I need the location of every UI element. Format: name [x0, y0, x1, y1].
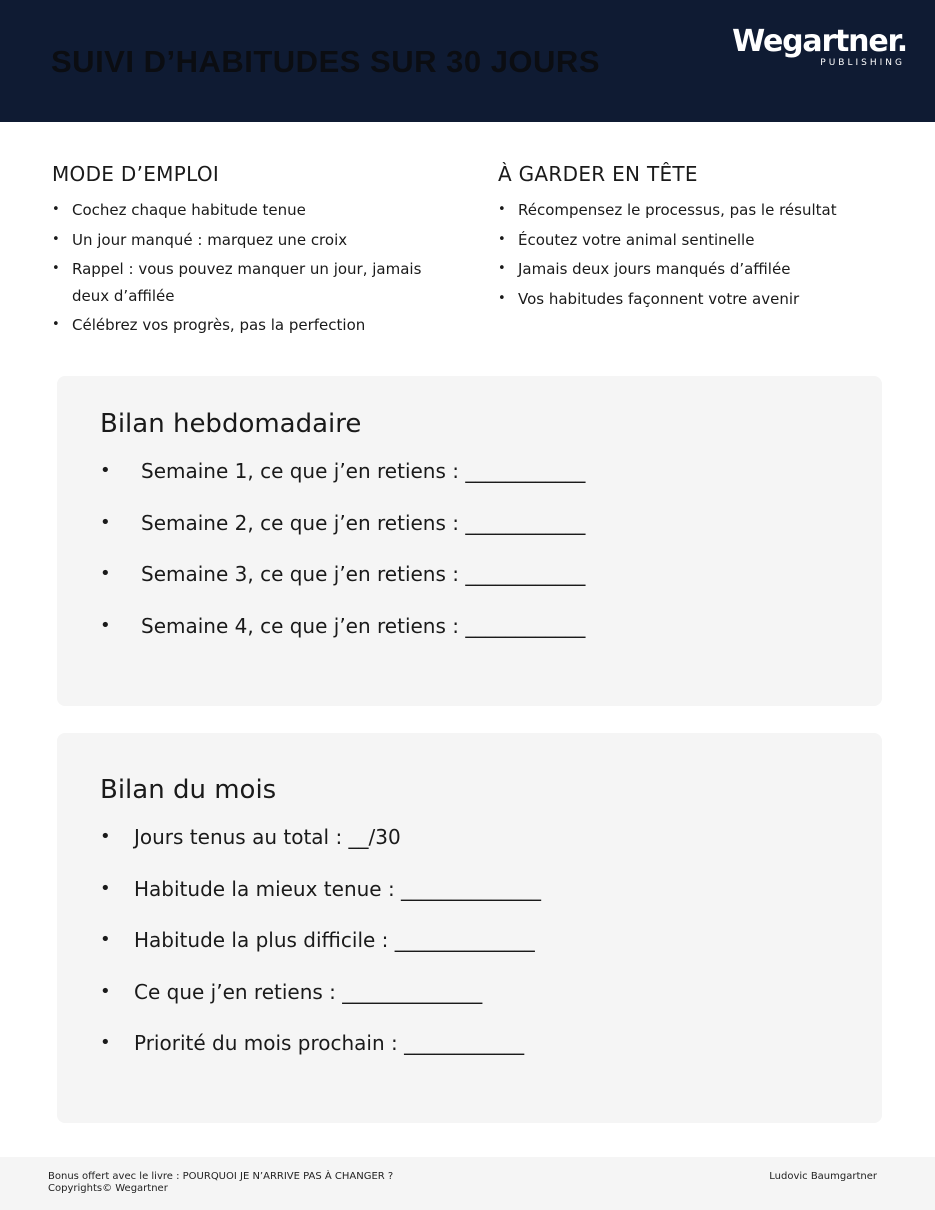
page-footer — [0, 1157, 935, 1210]
monthly-review-title: Bilan du mois — [100, 775, 277, 805]
monthly-review-item: • Priorité du mois prochain : ____________ — [100, 1026, 541, 1078]
page-title: SUIVI D’HABITUDES SUR 30 JOURS — [51, 44, 600, 79]
monthly-review-list — [100, 820, 541, 1078]
monthly-review-card — [57, 733, 882, 1123]
reminders-title: À GARDER EN TÊTE — [498, 162, 698, 186]
monthly-review-item: • Habitude la mieux tenue : ______________ — [100, 872, 541, 924]
footer-copyright: Copyrights© Wegartner — [48, 1183, 168, 1194]
weekly-review-card — [57, 376, 882, 706]
reminders-section — [498, 160, 898, 315]
reminders-list — [498, 197, 898, 312]
monthly-review-item: • Ce que j’en retiens : ______________ — [100, 975, 541, 1027]
weekly-review-item: • Semaine 2, ce que j’en retiens : ____________ — [100, 506, 585, 558]
list-item: • Écoutez votre animal sentinelle — [498, 227, 898, 254]
monthly-review-item: • Habitude la plus difficile : ______________ — [100, 923, 541, 975]
page-header — [0, 0, 935, 122]
list-item: • Cochez chaque habitude tenue — [52, 197, 452, 224]
list-item: • Vos habitudes façonnent votre avenir — [498, 286, 898, 313]
footer-left — [48, 1171, 393, 1195]
weekly-review-title: Bilan hebdomadaire — [100, 409, 362, 439]
monthly-review-item: • Jours tenus au total : __/30 — [100, 820, 541, 872]
list-item: • Rappel : vous pouvez manquer un jour, jamais deux d’affilée — [52, 256, 452, 309]
instructions-title: MODE D’EMPLOI — [52, 162, 220, 186]
weekly-review-item: • Semaine 1, ce que j’en retiens : ____________ — [100, 454, 585, 506]
list-item: • Célébrez vos progrès, pas la perfection — [52, 312, 452, 339]
weekly-review-list — [100, 454, 585, 660]
weekly-review-item: • Semaine 3, ce que j’en retiens : ____________ — [100, 557, 585, 609]
logo-subtitle: PUBLISHING — [820, 58, 905, 68]
list-item: • Un jour manqué : marquez une croix — [52, 227, 452, 254]
footer-bonus-text: Bonus offert avec le livre : POURQUOI JE N’ARRIVE PAS À CHANGER ? — [48, 1171, 394, 1182]
list-item: • Jamais deux jours manqués d’affilée — [498, 256, 898, 283]
footer-author: Ludovic Baumgartner — [769, 1171, 877, 1182]
instructions-list — [52, 197, 452, 339]
instructions-section — [52, 160, 452, 342]
publisher-logo — [732, 24, 907, 68]
list-item: • Récompensez le processus, pas le résultat — [498, 197, 898, 224]
weekly-review-item: • Semaine 4, ce que j’en retiens : ____________ — [100, 609, 585, 661]
logo-wordmark: Wegartner. — [732, 24, 907, 59]
